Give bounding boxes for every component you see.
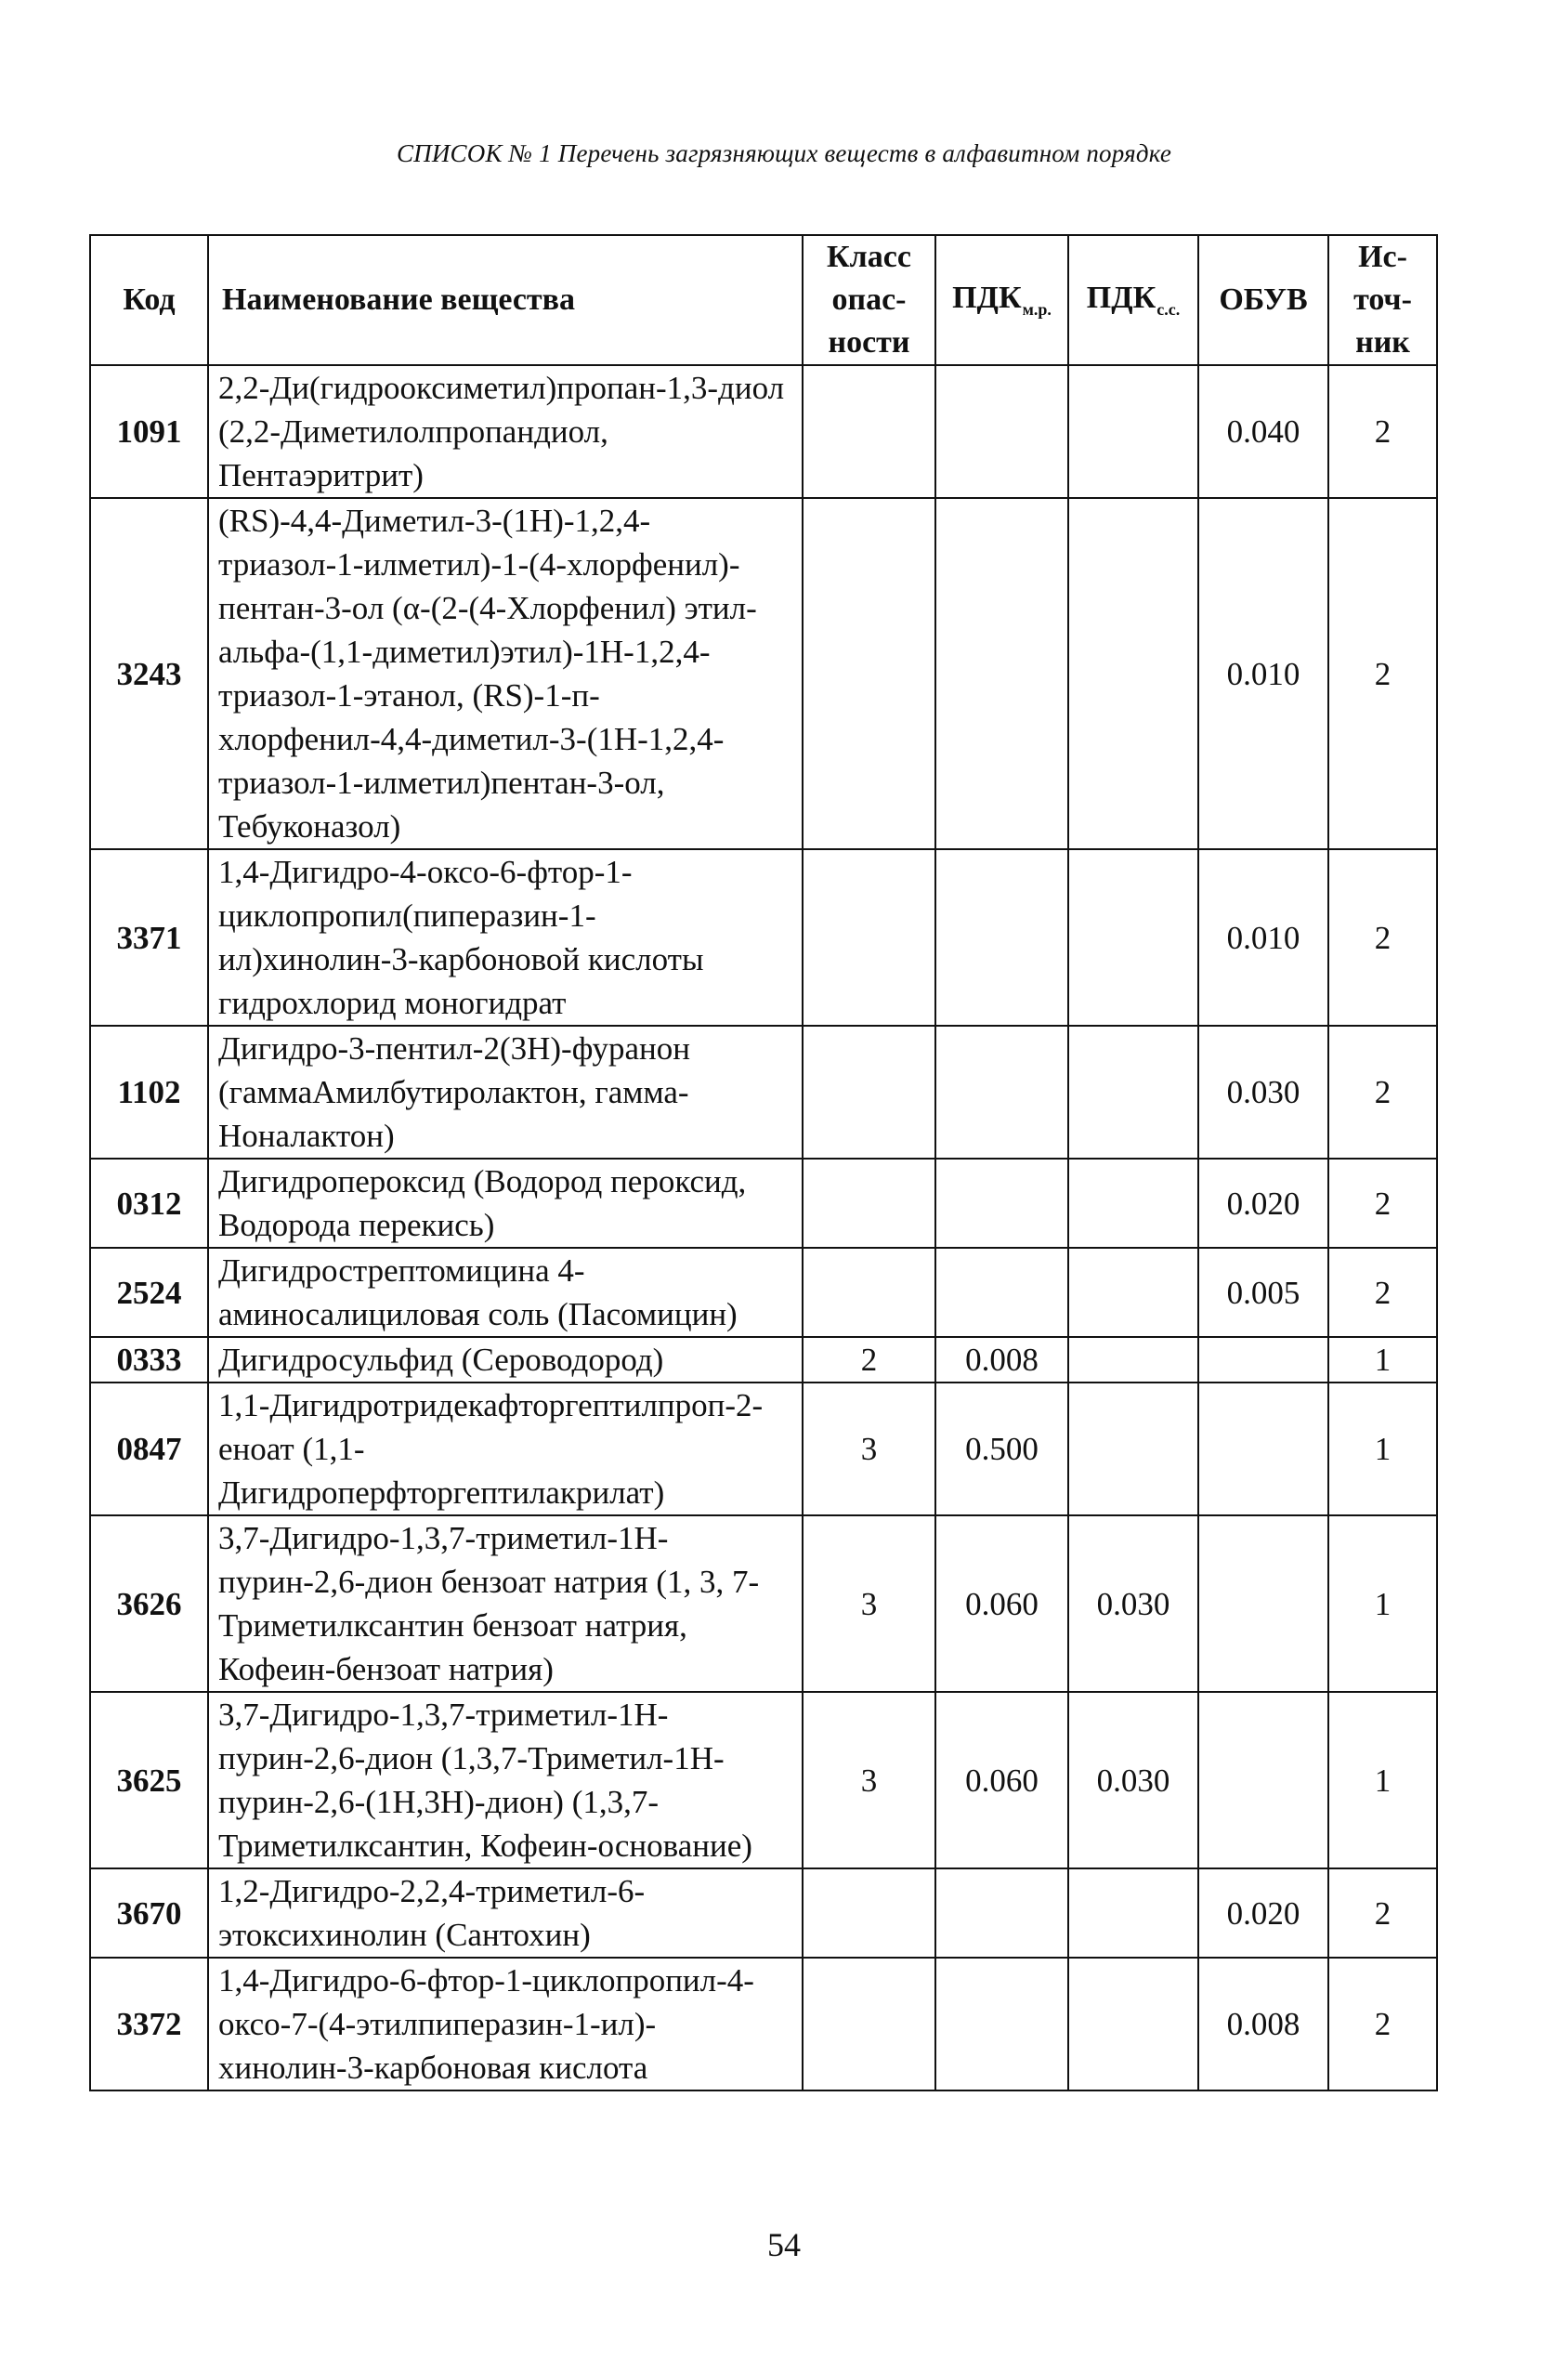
table-row	[90, 1337, 1437, 1383]
cell-hazard-class: 3	[803, 1383, 935, 1515]
cell-pdk-mr	[935, 1958, 1068, 2090]
cell-hazard-class	[803, 1248, 935, 1337]
cell-pdk-mr: 0.060	[935, 1515, 1068, 1692]
pdk-ss-subscript: с.с.	[1156, 300, 1181, 319]
cell-pdk-ss	[1068, 365, 1198, 498]
cell-pdk-mr	[935, 1248, 1068, 1337]
cell-source: 2	[1328, 1958, 1437, 2090]
cell-source: 2	[1328, 1026, 1437, 1159]
cell-obuv	[1198, 1337, 1328, 1383]
table-row	[90, 498, 1437, 849]
cell-code: 2524	[90, 1248, 208, 1337]
cell-name: 1,4-Дигидро-6-фтор-1-циклопропил-4-оксо-7-(4-этилпиперазин-1-ил)-хинолин-3-карбоновая кислота	[208, 1958, 803, 2090]
cell-name: 3,7-Дигидро-1,3,7-триметил-1Н-пурин-2,6-дион бензоат натрия (1, 3, 7-Триметилксантин бензоат натрия, Кофеин-бензоат натрия)	[208, 1515, 803, 1692]
table-row	[90, 1868, 1437, 1958]
cell-pdk-mr: 0.060	[935, 1692, 1068, 1868]
table-row	[90, 1248, 1437, 1337]
cell-code: 1102	[90, 1026, 208, 1159]
cell-hazard-class	[803, 1958, 935, 2090]
cell-source: 2	[1328, 1159, 1437, 1248]
cell-obuv: 0.010	[1198, 849, 1328, 1026]
cell-pdk-mr	[935, 1026, 1068, 1159]
cell-obuv: 0.010	[1198, 498, 1328, 849]
cell-pdk-ss	[1068, 1958, 1198, 2090]
cell-hazard-class	[803, 849, 935, 1026]
cell-code: 3626	[90, 1515, 208, 1692]
cell-pdk-ss	[1068, 1248, 1198, 1337]
table-row	[90, 365, 1437, 498]
cell-hazard-class: 3	[803, 1692, 935, 1868]
cell-obuv: 0.030	[1198, 1026, 1328, 1159]
cell-name: 1,2-Дигидро-2,2,4-триметил-6-этоксихинолин (Сантохин)	[208, 1868, 803, 1958]
cell-pdk-ss: 0.030	[1068, 1515, 1198, 1692]
cell-source: 1	[1328, 1515, 1437, 1692]
col-header-hazard-class: Класс опас- ности	[803, 235, 935, 365]
table-row	[90, 1958, 1437, 2090]
cell-code: 3625	[90, 1692, 208, 1868]
cell-name: Дигидросульфид (Сероводород)	[208, 1337, 803, 1383]
col-header-pdk-ss	[1068, 235, 1198, 365]
col-header-pdk-mr	[935, 235, 1068, 365]
cell-pdk-mr	[935, 365, 1068, 498]
table-row	[90, 1159, 1437, 1248]
pdk-mr-label: ПДК	[952, 281, 1022, 315]
table-row	[90, 849, 1437, 1026]
substances-table	[89, 234, 1438, 2091]
pdk-ss-label: ПДК	[1086, 281, 1156, 315]
cell-source: 2	[1328, 365, 1437, 498]
cell-source: 1	[1328, 1337, 1437, 1383]
cell-code: 3670	[90, 1868, 208, 1958]
pdk-mr-subscript: м.р.	[1022, 300, 1052, 319]
cell-source: 1	[1328, 1383, 1437, 1515]
cell-pdk-ss	[1068, 1159, 1198, 1248]
cell-hazard-class	[803, 365, 935, 498]
cell-code: 3243	[90, 498, 208, 849]
cell-hazard-class	[803, 1159, 935, 1248]
cell-pdk-ss	[1068, 1868, 1198, 1958]
cell-pdk-ss: 0.030	[1068, 1692, 1198, 1868]
cell-name: (RS)-4,4-Диметил-3-(1Н)-1,2,4-триазол-1-илметил)-1-(4-хлорфенил)-пентан-3-ол (α-(2-(4-Хлорфенил) этил-альфа-(1,1-диметил)этил)-1Н-1,2,4-триазол-1-этанол, (RS)-1-п-хлорфенил-4,4-диметил-3-(1Н-1,2,4-триазол-1-илметил)пентан-3-ол, Тебуконазол)	[208, 498, 803, 849]
page-number: 54	[767, 2226, 801, 2263]
cell-hazard-class	[803, 1026, 935, 1159]
cell-code: 0847	[90, 1383, 208, 1515]
cell-code: 3371	[90, 849, 208, 1026]
cell-name: Дигидро-3-пентил-2(3Н)-фуранон (гаммаАмилбутиролактон, гамма-Ноналактон)	[208, 1026, 803, 1159]
cell-pdk-mr	[935, 1868, 1068, 1958]
cell-obuv: 0.020	[1198, 1868, 1328, 1958]
table-body	[90, 365, 1437, 2090]
cell-pdk-ss	[1068, 1026, 1198, 1159]
col-header-name: Наименование вещества	[208, 235, 803, 365]
cell-pdk-mr	[935, 1159, 1068, 1248]
cell-name: 1,1-Дигидротридекафторгептилпроп-2-еноат (1,1-Дигидроперфторгептилакрилат)	[208, 1383, 803, 1515]
cell-code: 0333	[90, 1337, 208, 1383]
page-title: СПИСОК № 1 Перечень загрязняющих веществ в алфавитном порядке	[396, 139, 1172, 167]
cell-obuv	[1198, 1692, 1328, 1868]
table-row	[90, 1515, 1437, 1692]
cell-source: 2	[1328, 1248, 1437, 1337]
cell-name: 2,2-Ди(гидрооксиметил)пропан-1,3-диол (2,2-Диметилолпропандиол, Пентаэритрит)	[208, 365, 803, 498]
cell-hazard-class: 2	[803, 1337, 935, 1383]
cell-pdk-ss	[1068, 849, 1198, 1026]
cell-source: 2	[1328, 849, 1437, 1026]
cell-pdk-ss	[1068, 1337, 1198, 1383]
cell-pdk-ss	[1068, 498, 1198, 849]
cell-pdk-mr: 0.008	[935, 1337, 1068, 1383]
cell-obuv: 0.008	[1198, 1958, 1328, 2090]
col-header-code: Код	[90, 235, 208, 365]
col-header-source: Ис- точ- ник	[1328, 235, 1437, 365]
cell-pdk-mr: 0.500	[935, 1383, 1068, 1515]
table-header-row	[90, 235, 1437, 365]
table-row	[90, 1026, 1437, 1159]
cell-pdk-ss	[1068, 1383, 1198, 1515]
cell-name: Дигидрострептомицина 4-аминосалициловая соль (Пасомицин)	[208, 1248, 803, 1337]
cell-pdk-mr	[935, 498, 1068, 849]
table-row	[90, 1692, 1437, 1868]
cell-hazard-class	[803, 1868, 935, 1958]
cell-code: 0312	[90, 1159, 208, 1248]
cell-obuv: 0.020	[1198, 1159, 1328, 1248]
cell-code: 1091	[90, 365, 208, 498]
cell-source: 2	[1328, 498, 1437, 849]
cell-code: 3372	[90, 1958, 208, 2090]
cell-source: 2	[1328, 1868, 1437, 1958]
cell-name: 1,4-Дигидро-4-оксо-6-фтор-1-циклопропил(пиперазин-1-ил)хинолин-3-карбоновой кислоты гидрохлорид моногидрат	[208, 849, 803, 1026]
cell-pdk-mr	[935, 849, 1068, 1026]
cell-hazard-class	[803, 498, 935, 849]
cell-name: Дигидропероксид (Водород пероксид, Водорода перекись)	[208, 1159, 803, 1248]
cell-hazard-class: 3	[803, 1515, 935, 1692]
col-header-obuv: ОБУВ	[1198, 235, 1328, 365]
cell-obuv: 0.005	[1198, 1248, 1328, 1337]
cell-obuv	[1198, 1515, 1328, 1692]
cell-obuv: 0.040	[1198, 365, 1328, 498]
cell-source: 1	[1328, 1692, 1437, 1868]
cell-name: 3,7-Дигидро-1,3,7-триметил-1Н-пурин-2,6-дион (1,3,7-Триметил-1Н-пурин-2,6-(1Н,3Н)-дион) (1,3,7-Триметилксантин, Кофеин-основание)	[208, 1692, 803, 1868]
cell-obuv	[1198, 1383, 1328, 1515]
table-row	[90, 1383, 1437, 1515]
